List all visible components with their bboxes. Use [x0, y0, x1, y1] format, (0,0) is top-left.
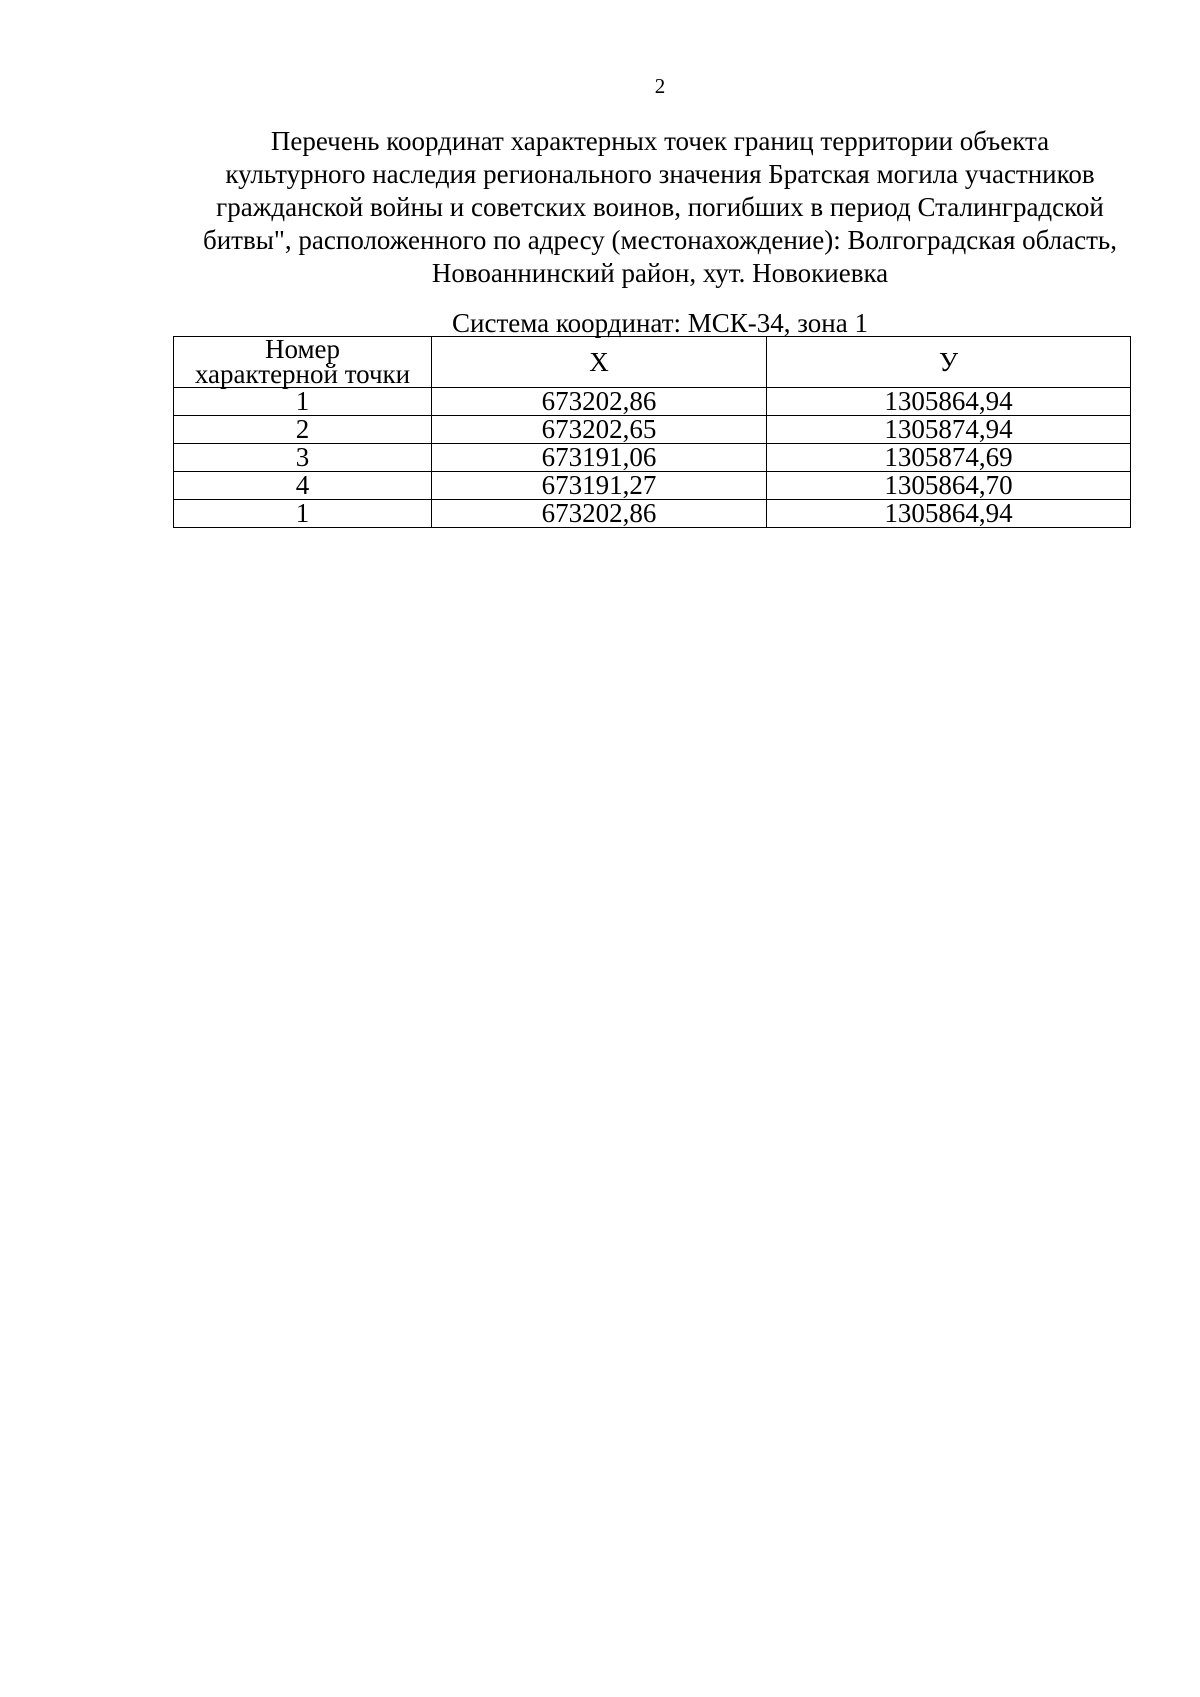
page-number: 2: [654, 74, 666, 98]
cell-x: 673202,65: [432, 416, 767, 444]
document-title: [160, 125, 1160, 290]
title-line: Перечень координат характерных точек границ территории объекта: [270, 126, 1050, 156]
cell-x: 673202,86: [432, 388, 767, 416]
cell-point: 1: [174, 388, 432, 416]
table-header-row: [174, 337, 1131, 388]
table-row: [174, 388, 1131, 416]
header-y: У: [767, 337, 1131, 388]
cell-y: 1305864,70: [767, 472, 1131, 500]
cell-x: 673191,06: [432, 444, 767, 472]
cell-point: 3: [174, 444, 432, 472]
header-x: X: [432, 337, 767, 388]
cell-y: 1305874,69: [767, 444, 1131, 472]
cell-y: 1305864,94: [767, 500, 1131, 528]
cell-point: 2: [174, 416, 432, 444]
table-row: [174, 416, 1131, 444]
title-line: Новоаннинский район, хут. Новокиевка: [431, 258, 889, 288]
title-line: гражданской войны и советских воинов, погибших в период Сталинградской: [216, 192, 1104, 222]
title-line: культурного наследия регионального значения Братская могила участников: [225, 159, 1095, 189]
header-point-number: [174, 334, 432, 389]
cell-y: 1305864,94: [767, 388, 1131, 416]
header-point-number-line1: Номер: [264, 334, 341, 364]
cell-point: 1: [174, 500, 432, 528]
table-row: [174, 500, 1131, 528]
table-row: [174, 444, 1131, 472]
cell-x: 673202,86: [432, 500, 767, 528]
title-line: битвы", расположенного по адресу (местонахождение): Волгоградская область,: [203, 225, 1117, 255]
cell-y: 1305874,94: [767, 416, 1131, 444]
coordinates-table: [173, 336, 1131, 528]
cell-x: 673191,27: [432, 472, 767, 500]
cell-point: 4: [174, 472, 432, 500]
table-row: [174, 472, 1131, 500]
coordinate-system-caption: Система координат: МСК-34, зона 1: [452, 308, 868, 338]
header-point-number-line2: характерной точки: [194, 359, 411, 389]
